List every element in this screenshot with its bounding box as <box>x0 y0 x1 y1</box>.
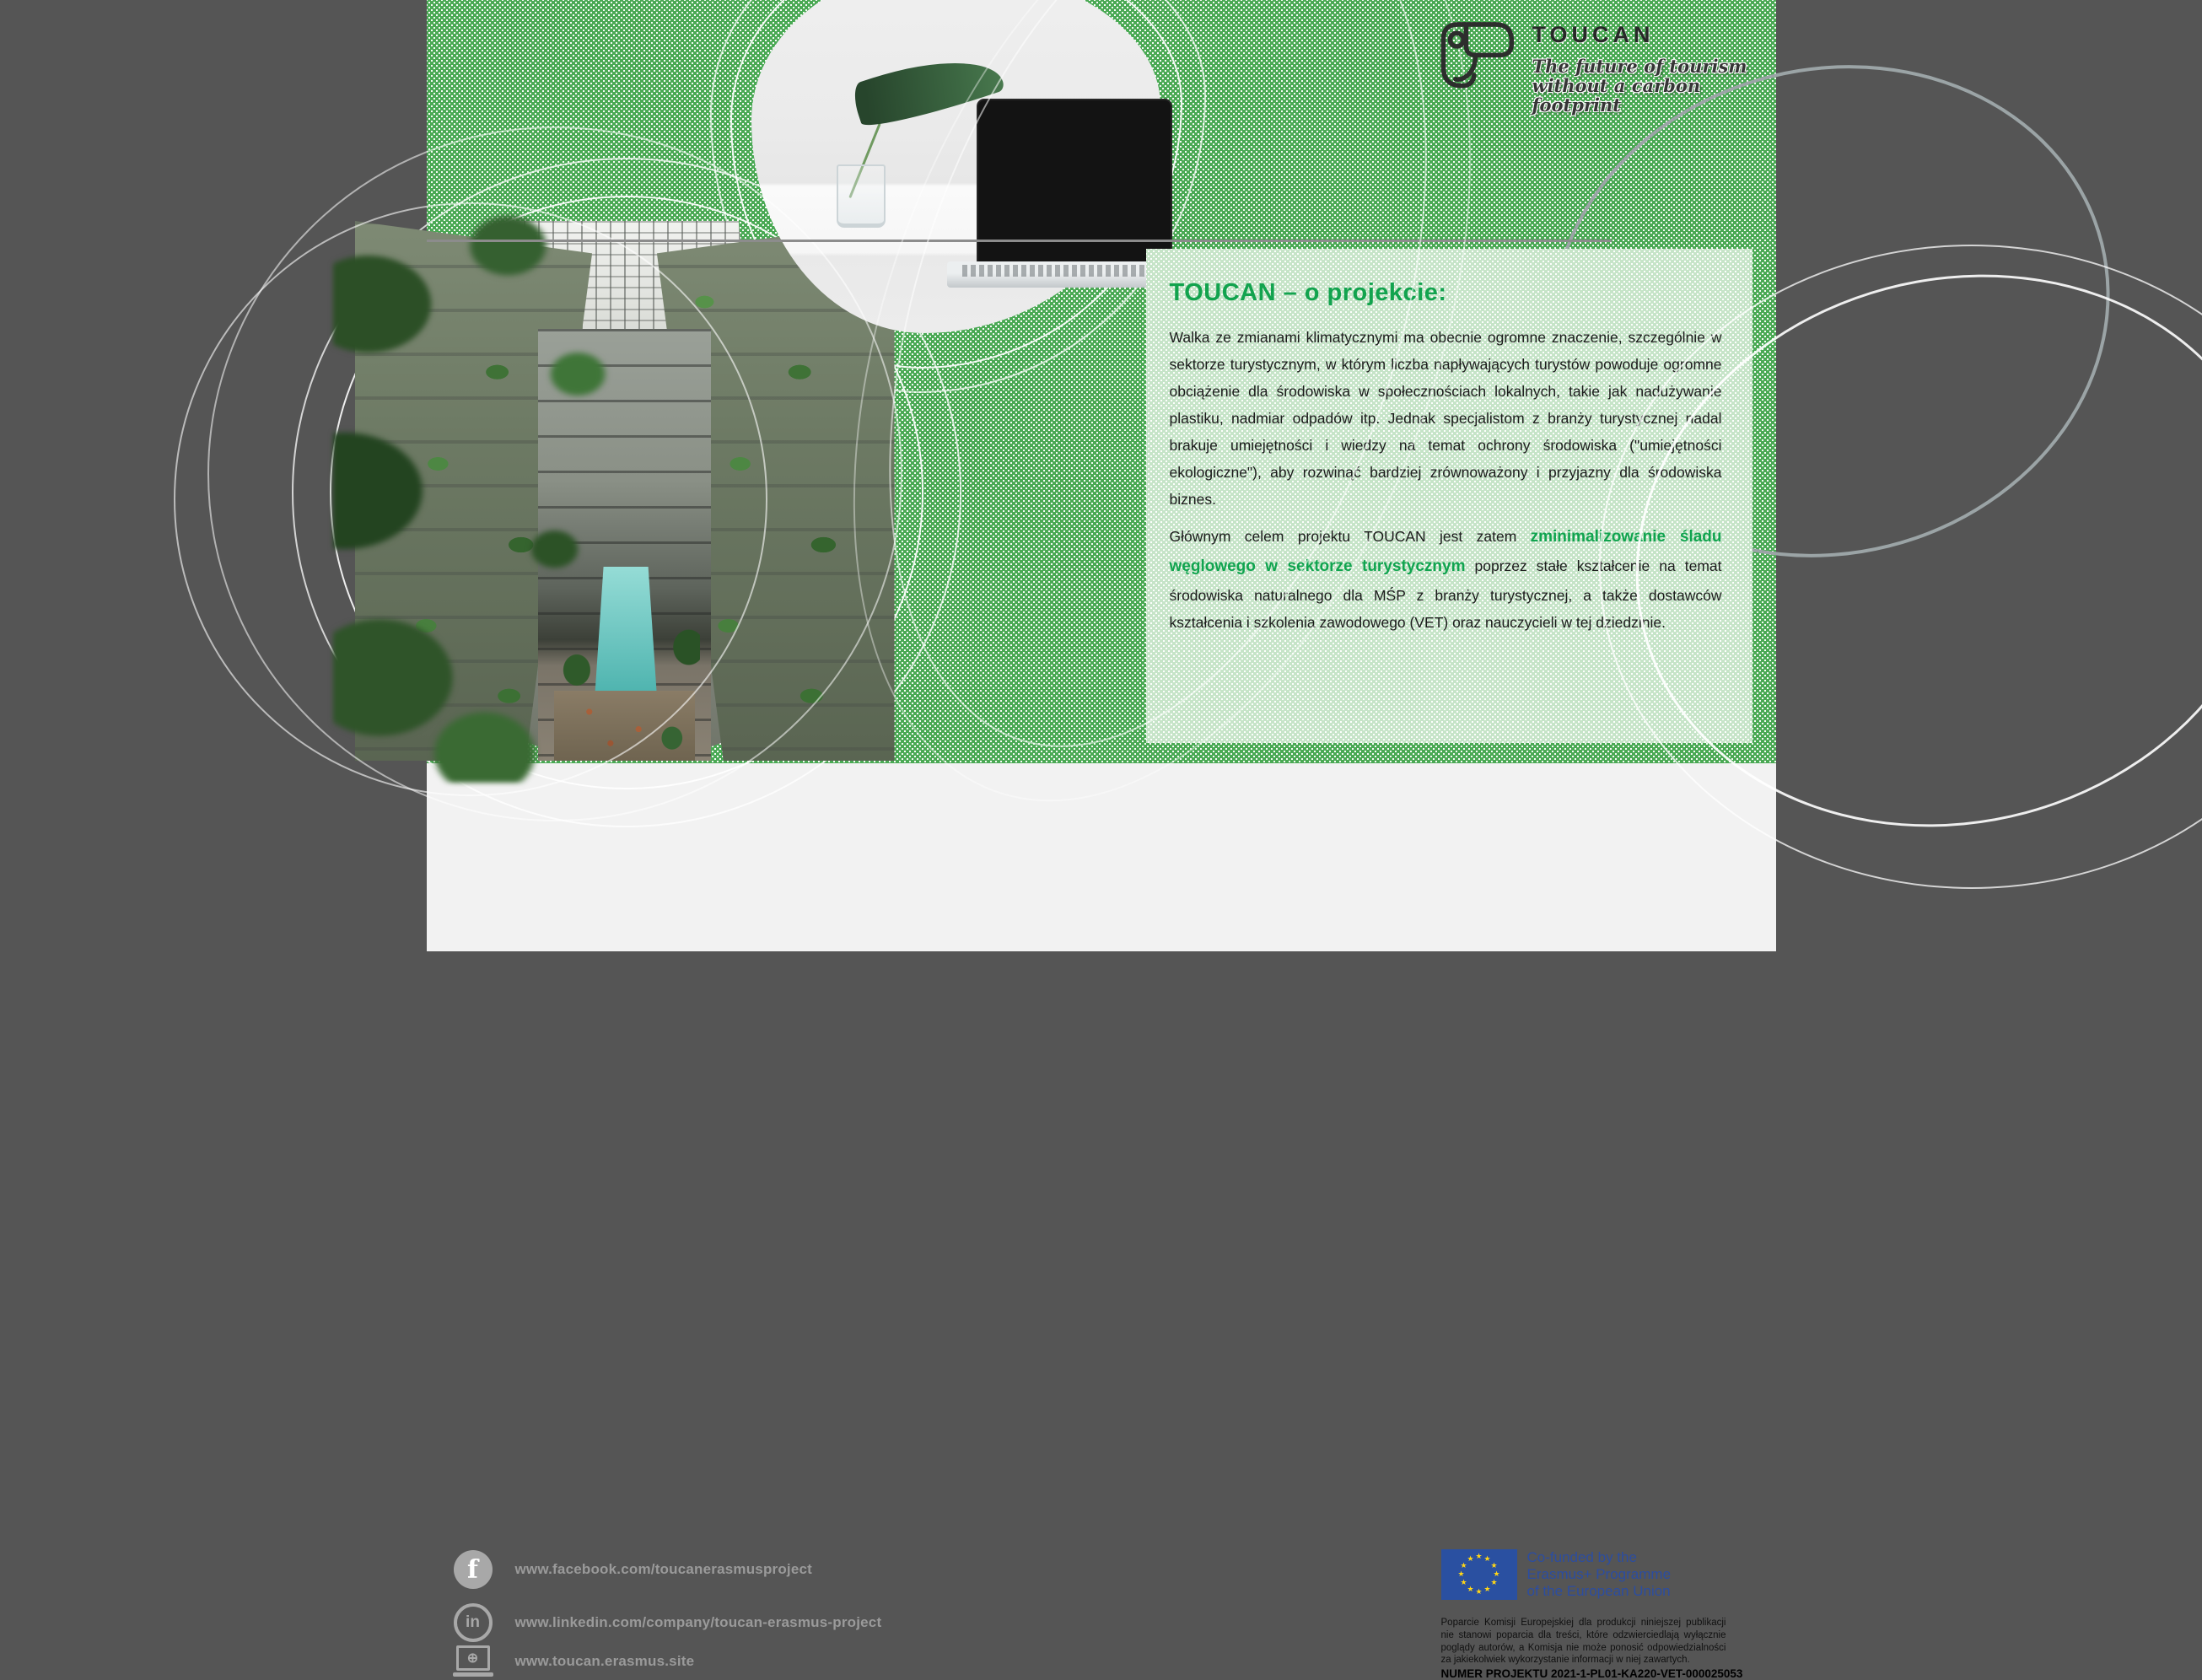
logo-tagline <box>1532 57 1776 115</box>
facebook-glyph: f <box>454 1550 493 1589</box>
website-link-row[interactable] <box>453 1645 695 1677</box>
flyer-canvas <box>427 0 1776 951</box>
logo-texts <box>1532 17 1776 115</box>
website-url[interactable]: www.toucan.erasmus.site <box>515 1653 695 1670</box>
courtyard-photo <box>355 221 895 761</box>
paragraph2-highlight: zminimalizowanie śladu węglowego w sektorze turystycznym <box>1170 528 1722 575</box>
globe-glyph: ⊕ <box>456 1645 490 1671</box>
website-laptop-icon[interactable] <box>453 1645 493 1677</box>
about-heading: TOUCAN – o projekcie: <box>1170 279 1722 307</box>
green-pattern-background <box>427 0 1776 763</box>
paragraph2-suffix: poprzez stałe kształcenie na temat środowiska naturalnego dla MŚP z branży turystycznej, a także dostawców kształcenia i szkolenia zawodowego (VET) oraz nauczycieli w tej dziedzinie. <box>1170 557 1722 631</box>
eu-line3: of the European Union <box>1527 1583 1672 1600</box>
toucan-bird-icon <box>1435 17 1516 99</box>
footer <box>427 763 1776 951</box>
horizontal-divider-line <box>427 240 1612 242</box>
project-number: NUMER PROJEKTU 2021-1-PL01-KA220-VET-000025053 <box>1441 1667 1743 1680</box>
logo-wordmark: TOUCAN <box>1532 22 1776 48</box>
eu-line1: Co-funded by the <box>1527 1549 1672 1566</box>
eu-cofunded-text <box>1527 1549 1672 1600</box>
tagline-line2: without a carbon footprint <box>1532 76 1776 115</box>
desk-photo <box>751 0 1160 333</box>
water-glass <box>837 164 886 228</box>
toucan-logo <box>1435 17 1776 115</box>
linkedin-link-row[interactable] <box>453 1603 882 1642</box>
tagline-line1: The future of tourism <box>1532 57 1776 76</box>
facebook-url[interactable]: www.facebook.com/toucanerasmusproject <box>515 1561 813 1578</box>
eu-flag-icon: ★ ★ ★ ★ ★ ★ ★ ★ ★ ★ ★ ★ <box>1441 1549 1517 1600</box>
laptop-icon-base <box>453 1672 493 1677</box>
paragraph2-prefix: Głównym celem projektu TOUCAN jest zatem <box>1170 528 1531 545</box>
facebook-link-row[interactable] <box>453 1550 813 1589</box>
linkedin-url[interactable]: www.linkedin.com/company/toucan-erasmus-project <box>515 1614 882 1631</box>
eu-line2: Erasmus+ Programme <box>1527 1566 1672 1583</box>
eu-disclaimer: Poparcie Komisji Europejskiej dla produkcji niniejszej publikacji nie stanowi poparcia dla treści, które odzwierciedlają wyłącznie poglądy autorów, a Komisja nie może ponosić odpowiedzialności za jakiekolwiek wykorzystanie informacji w niej zawartych. <box>1441 1617 1726 1667</box>
linkedin-icon[interactable] <box>453 1603 493 1642</box>
about-paragraph-1: Walka ze zmianami klimatycznymi ma obecnie ogromne znaczenie, szczególnie w sektorze turystycznym, w którym liczba napływających turystów powoduje ogromne obciążenie dla środowiska w społecznościach lokalnych, takie jak nadużywanie plastiku, nadmiar odpadów itp. Jednak specjalistom z branży turystycznej nadal brakuje umiejętności i wiedzy na temat ochrony środowiska ("umiejętności ekologiczne"), aby rozwinąć bardziej zrównoważony i przyjazny dla środowiska biznes. <box>1170 324 1722 513</box>
linkedin-glyph: in <box>454 1603 493 1642</box>
about-paragraph-2 <box>1170 523 1722 636</box>
about-panel <box>1146 249 1752 743</box>
facebook-icon[interactable] <box>453 1550 493 1589</box>
